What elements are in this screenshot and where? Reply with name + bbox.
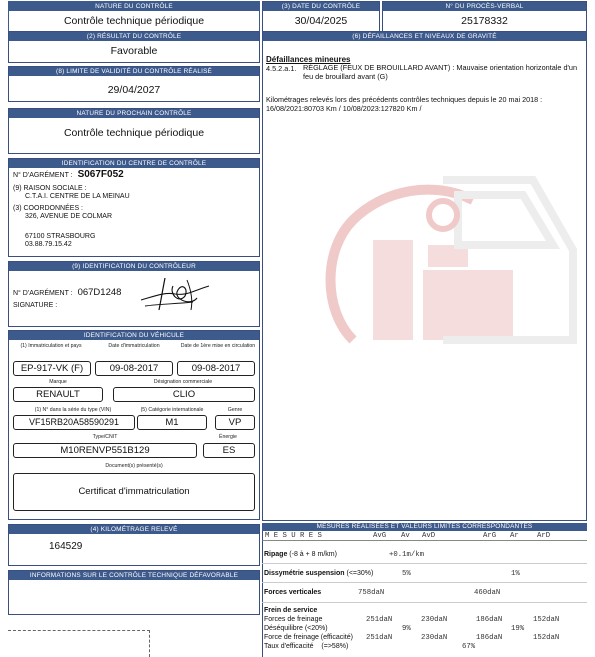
prochain-controle-value: Contrôle technique périodique <box>63 127 205 139</box>
resultat-box <box>8 31 260 63</box>
proces-verbal-value: 25178332 <box>461 15 508 27</box>
ripage-value: +0.1m/km <box>389 551 425 559</box>
controleur-header: (9) IDENTIFICATION DU CONTRÔLEUR <box>9 262 259 271</box>
date-controle-header: (3) DATE DU CONTRÔLE <box>263 2 379 11</box>
controleur-agrement-value: 067D1248 <box>77 287 122 298</box>
eff-avd: 230daN <box>421 634 448 642</box>
type-field: M10RENVP551B129 <box>13 443 197 458</box>
centre-controle-box <box>8 158 260 257</box>
deseq-av-value: 9% <box>402 625 411 633</box>
controleur-signature-label: SIGNATURE : <box>13 302 58 309</box>
prochain-controle-box <box>8 108 260 154</box>
nature-controle-header: NATURE DU CONTRÔLE <box>9 2 259 11</box>
energie-caption: Énergie <box>219 434 237 440</box>
designation-field: CLIO <box>113 387 255 402</box>
eff-ard: 152daN <box>533 634 560 642</box>
kilometrage-header: (4) KILOMÉTRAGE RELEVÉ <box>9 525 259 534</box>
date-mise-caption: Date de 1ère mise en circulation <box>180 343 256 349</box>
freinage-ard: 152daN <box>533 616 560 624</box>
taux-limit: (=>58%) <box>321 643 349 650</box>
defaillances-box <box>262 31 587 521</box>
immat-field: EP-917-VK (F) <box>13 361 91 376</box>
taux-value: 67% <box>462 643 476 651</box>
forces-av-value: 758daN <box>358 589 385 597</box>
immat-caption: (1) Immatriculation et pays <box>20 343 82 349</box>
defaillances-text: RÉGLAGE (FEUX DE BROUILLARD AVANT) : Mauvaise orientation horizontale d'un feu de brouillard avant (G) <box>303 63 578 81</box>
resultat-header: (2) RÉSULTAT DU CONTRÔLE <box>9 32 259 41</box>
ripage-label: Ripage <box>264 551 288 558</box>
dissym-limit: (<=30%) <box>346 570 374 577</box>
frein-title: Frein de service <box>264 607 318 614</box>
nature-controle-value: Contrôle technique périodique <box>63 15 205 27</box>
date-controle-value: 30/04/2025 <box>294 15 348 27</box>
freinage-arg: 186daN <box>476 616 503 624</box>
proces-verbal-box <box>382 1 587 34</box>
vehicule-box <box>8 330 260 520</box>
centre-address1: 326, AVENUE DE COLMAR <box>25 213 113 220</box>
proces-verbal-header: N° DU PROCÈS-VERBAL <box>383 2 586 11</box>
eff-arg: 186daN <box>476 634 503 642</box>
date-immat-caption: Date d'immatriculation <box>108 343 160 349</box>
limite-validite-header: (8) LIMITE DE VALIDITÉ DU CONTRÔLE RÉALISÉ <box>9 67 259 76</box>
eff-label: Force de freinage (efficacité) <box>264 634 353 641</box>
date-controle-box <box>262 1 380 34</box>
deseq-label: Déséquilibre (<20%) <box>264 625 328 632</box>
mesures-col-title: M E S U R E S <box>265 532 322 540</box>
defaillances-km: Kilométrages relevés lors des précédents contrôles techniques depuis le 20 mai 2018 : 16/08/2021:80703 Km / 10/08/2023:127820 Km / <box>266 95 543 113</box>
deseq-ar-value: 19% <box>511 625 525 633</box>
informations-box <box>8 570 260 615</box>
taux-row <box>264 643 348 650</box>
watermark-logo-icon <box>283 140 583 350</box>
defaillances-header: (6) DÉFAILLANCES ET NIVEAUX DE GRAVITÉ <box>263 32 586 41</box>
documents-field: Certificat d'immatriculation <box>13 473 255 511</box>
kilometrage-box <box>8 524 260 566</box>
informations-header: INFORMATIONS SUR LE CONTRÔLE TECHNIQUE DÉFAVORABLE <box>9 571 259 580</box>
mesures-col-avd: AvD <box>422 532 436 540</box>
dissym-ar-value: 1% <box>511 570 520 578</box>
vehicule-header: IDENTIFICATION DU VÉHICULE <box>9 331 259 340</box>
energie-field: ES <box>203 443 255 458</box>
mesures-header: MESURES RÉALISÉES ET VALEURS LIMITES CORRESPONDANTES <box>262 523 587 531</box>
freinage-avg: 251daN <box>366 616 393 624</box>
forces-label: Forces verticales <box>264 589 322 596</box>
categorie-caption: (5) Catégorie internationale <box>140 407 204 413</box>
defaillances-code: 4.5.2.a.1. <box>266 64 297 73</box>
controleur-agrement <box>13 289 121 299</box>
dissym-label: Dissymétrie suspension <box>264 570 345 577</box>
ripage-limit: (-8 à + 8 m/km) <box>289 551 337 558</box>
mesures-col-avg: AvG <box>373 532 387 540</box>
documents-caption: Document(s) présenté(s) <box>105 463 163 469</box>
mesures-col-ar: Ar <box>510 532 519 540</box>
freinage-avd: 230daN <box>421 616 448 624</box>
centre-raison-value: C.T.A.I. CENTRE DE LA MEINAU <box>25 193 130 200</box>
defaillances-title: Défaillances mineures <box>266 55 351 64</box>
type-caption: Type/CNIT <box>92 434 118 440</box>
categorie-field: M1 <box>137 415 207 430</box>
mesures-col-arg: ArG <box>483 532 497 540</box>
freinage-label: Forces de freinage <box>264 616 323 623</box>
centre-agrement-value: S067F052 <box>77 169 124 180</box>
prochain-controle-header: NATURE DU PROCHAIN CONTRÔLE <box>9 109 259 118</box>
mesures-col-ard: ArD <box>537 532 551 540</box>
marque-field: RENAULT <box>13 387 103 402</box>
handwritten-signature <box>135 274 215 314</box>
eff-avg: 251daN <box>366 634 393 642</box>
forces-ar-value: 460daN <box>474 589 501 597</box>
taux-label: Taux d'efficacité <box>264 643 314 650</box>
centre-address2: 67100 STRASBOURG <box>25 233 96 240</box>
centre-raison-label: (9) RAISON SOCIALE : <box>13 185 87 192</box>
stamp-outline <box>8 630 150 657</box>
nature-controle-box <box>8 1 260 34</box>
genre-caption: Genre <box>227 407 243 413</box>
kilometrage-value: 164529 <box>49 541 83 552</box>
centre-coord-label: (3) COORDONNÉES : <box>13 205 84 212</box>
dissym-av-value: 5% <box>402 570 411 578</box>
mesures-col-av: Av <box>401 532 410 540</box>
limite-validite-box <box>8 66 260 102</box>
centre-phone: 03.88.79.15.42 <box>25 241 72 248</box>
ripage-row <box>264 551 337 558</box>
designation-caption: Désignation commerciale <box>153 379 213 385</box>
vin-caption: (1) N° dans la série du type (VIN) <box>34 407 112 413</box>
genre-field: VP <box>215 415 255 430</box>
centre-agrement-label: N° D'AGRÉMENT : <box>13 172 73 179</box>
resultat-value: Favorable <box>110 45 158 57</box>
vin-field: VF15RB20A58590291 <box>13 415 135 430</box>
marque-caption: Marque <box>49 379 67 385</box>
mesures-section <box>262 523 587 657</box>
dissym-row <box>264 570 373 577</box>
centre-controle-header: IDENTIFICATION DU CENTRE DE CONTRÔLE <box>9 159 259 168</box>
date-mise-field: 09-08-2017 <box>177 361 255 376</box>
limite-validite-value: 29/04/2027 <box>107 84 161 96</box>
centre-agrement <box>13 171 124 181</box>
controleur-agrement-label: N° D'AGRÉMENT : <box>13 290 73 297</box>
date-immat-field: 09-08-2017 <box>95 361 173 376</box>
controleur-box <box>8 261 260 327</box>
